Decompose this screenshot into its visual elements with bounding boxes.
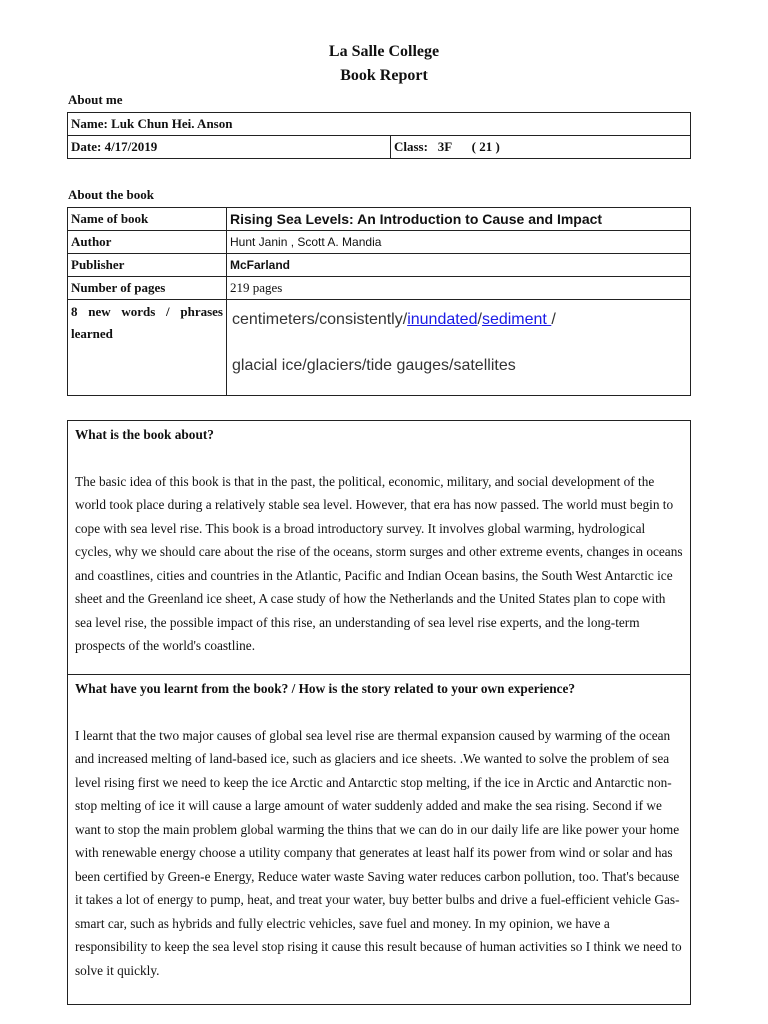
about-book-table: [67, 207, 691, 396]
author-field: Author: [68, 231, 227, 254]
about-me-label: About me: [68, 92, 123, 107]
author-value: Hunt Janin , Scott A. Mandia: [227, 231, 691, 254]
school-title: La Salle College: [328, 43, 440, 60]
class-value: 3F: [437, 139, 453, 154]
learnt-cell: [68, 675, 691, 1005]
new-words-field: 8 new words / phrases learned: [68, 300, 227, 396]
learnt-question: What have you learnt from the book? / How is the story related to your own experience?: [75, 681, 576, 696]
name-cell: Name: Luk Chun Hei. Anson: [68, 113, 691, 136]
reflection-table: [67, 420, 691, 1005]
word-group-1: centimeters/consistently/: [232, 311, 408, 328]
pages-field: Number of pages: [68, 277, 227, 300]
book-about-question: What is the book about?: [75, 427, 214, 442]
about-me-table: [67, 112, 691, 159]
new-words-line-1: [232, 308, 687, 332]
report-title: Book Report: [340, 67, 428, 84]
date-cell: Date: 4/17/2019: [68, 136, 391, 159]
class-label: Class:: [394, 139, 428, 154]
word-separator: /: [477, 311, 482, 328]
book-name-field: Name of book: [68, 208, 227, 231]
book-about-cell: [68, 421, 691, 675]
new-words-value: [227, 300, 691, 396]
word-separator: /: [551, 311, 556, 328]
class-number: ( 21 ): [471, 139, 500, 154]
book-name-value: Rising Sea Levels: An Introduction to Cause and Impact: [227, 208, 691, 231]
word-link-sediment[interactable]: sediment: [481, 311, 552, 328]
about-book-label: About the book: [68, 187, 154, 202]
learnt-answer: I learnt that the two major causes of global sea level rise are thermal expansion caused by warming of the ocean and increased melting of land-based ice, such as glaciers and ice sheets. .We wanted to solve the problem of sea level rising first we need to keep the ice Arctic and Antarctic stop melting, if the ice in Arctic and Antarctic non-stop melting of ice it will cause a large amount of water suddenly added and make the sea rising. Second if we want to stop the main problem global warming the thins that we can do in our daily life are like power your home with renewable energy choose a utility company that generates at least half its power from wind or solar and has been certified by Green-e Energy, Reduce water waste Saving water reduces carbon pollution, too. That's because it takes a lot of energy to pump, heat, and treat your water, buy better bulbs and drive a fuel-efficient vehicle Gas-smart car, such as hybrids and fully electric vehicles, save fuel and money. In my opinion, we have a responsibility to keep the sea level stop rising it cause this result because of human activities so I think we need to solve it quickly.: [75, 727, 682, 978]
publisher-field: Publisher: [68, 254, 227, 277]
word-link-inundated[interactable]: inundated: [407, 311, 478, 328]
book-about-answer: The basic idea of this book is that in the past, the political, economic, military, and social development of the world took place during a relatively stable sea level. However, that era has now passed. The world must begin to cope with sea level rise. This book is a broad introductory survey. It involves global warming, hydrological cycles, why we should care about the rise of the oceans, storm surges and other extreme events, changes in oceans and coastlines, cities and countries in the Atlantic, Pacific and Indian Ocean basins, the South West Antarctic ice sheet and the Greenland ice sheet, A case study of how the Netherlands and the United States plan to cope with sea level rise, the possible impact of this rise, an understanding of sea level rise experts, and the long-term prospects of the world's coastline.: [75, 473, 683, 653]
publisher-value: McFarland: [227, 254, 691, 277]
class-cell: [391, 136, 691, 159]
new-words-line-2: glacial ice/glaciers/tide gauges/satellites: [232, 357, 516, 374]
pages-value: 219 pages: [227, 277, 691, 300]
